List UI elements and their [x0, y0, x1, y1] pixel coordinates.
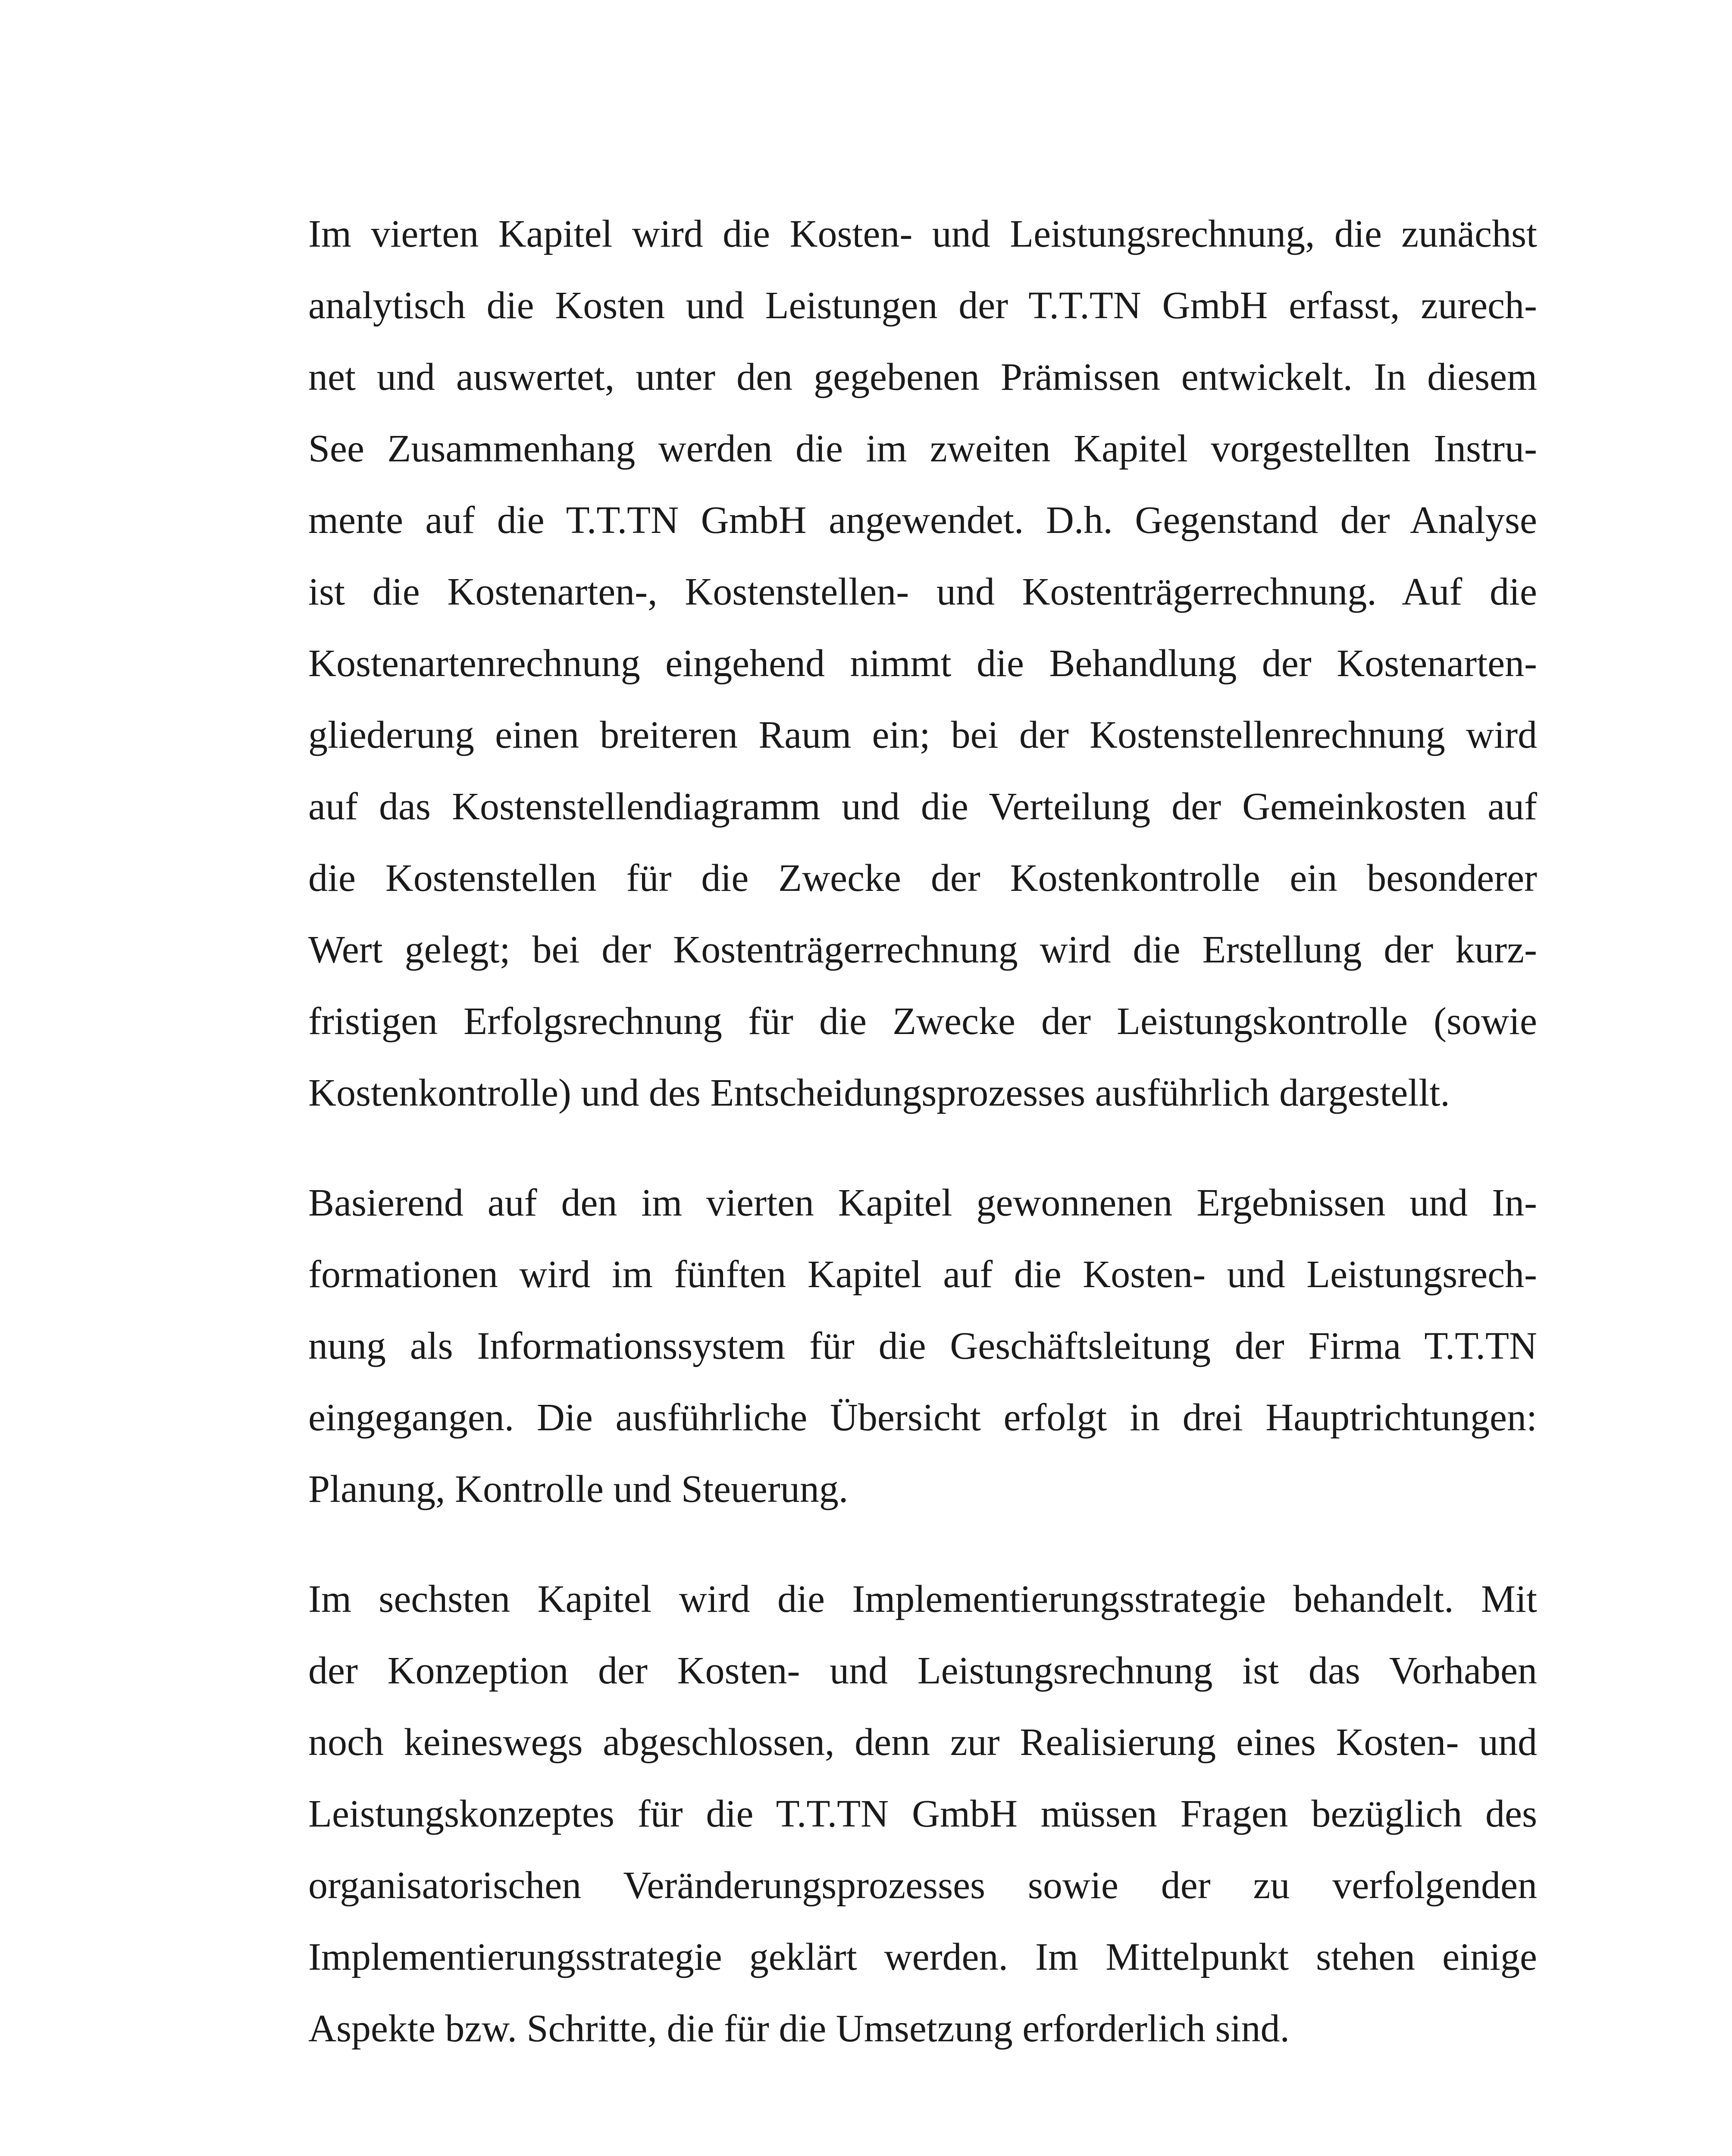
text-line: ist die Kostenarten-, Kostenstellen- und Kostenträgerrechnung. Auf die — [308, 570, 1537, 613]
text-line: der Konzeption der Kosten- und Leistungsrechnung ist das Vorhaben — [308, 1649, 1537, 1692]
text-line: Leistungskonzeptes für die T.T.TN GmbH müssen Fragen bezüglich des — [308, 1792, 1537, 1835]
paragraph-chapter-four — [308, 198, 1537, 1129]
text-line: organisatorischen Veränderungsprozesses sowie der zu verfolgenden — [308, 1864, 1537, 1907]
paragraph-spacer — [308, 1129, 1537, 1167]
text-line: die Kostenstellen für die Zwecke der Kostenkontrolle ein besonderer — [308, 857, 1537, 899]
paragraph-chapter-six — [308, 1564, 1537, 2065]
paragraph-chapter-five — [308, 1167, 1537, 1525]
text-line: Kostenartenrechnung eingehend nimmt die Behandlung der Kostenarten- — [308, 642, 1537, 685]
text-line: Implementierungsstrategie geklärt werden. Im Mittelpunkt stehen einige — [308, 1936, 1537, 1978]
text-line: noch keineswegs abgeschlossen, denn zur Realisierung eines Kosten- und — [308, 1721, 1537, 1764]
text-line: gliederung einen breiteren Raum ein; bei der Kostenstellenrechnung wird — [308, 714, 1537, 756]
paragraph-spacer — [308, 1525, 1537, 1564]
text-line: mente auf die T.T.TN GmbH angewendet. D.h. Gegenstand der Analyse — [308, 499, 1537, 542]
text-line: Im sechsten Kapitel wird die Implementierungsstrategie behandelt. Mit — [308, 1578, 1537, 1620]
text-line: Basierend auf den im vierten Kapitel gewonnenen Ergebnissen und In- — [308, 1181, 1537, 1224]
body-text — [308, 198, 1537, 2065]
text-line: eingegangen. Die ausführliche Übersicht erfolgt in drei Hauptrichtungen: — [308, 1396, 1537, 1439]
text-line: analytisch die Kosten und Leistungen der T.T.TN GmbH erfasst, zurech- — [308, 284, 1537, 327]
text-line: nung als Informationssystem für die Geschäftsleitung der Firma T.T.TN — [308, 1325, 1537, 1367]
text-line: Aspekte bzw. Schritte, die für die Umsetzung erforderlich sind. — [308, 2007, 1290, 2050]
text-line: net und auswertet, unter den gegebenen Prämissen entwickelt. In diesem — [308, 356, 1537, 398]
text-line: formationen wird im fünften Kapitel auf die Kosten- und Leistungsrech- — [308, 1253, 1537, 1296]
text-line: Wert gelegt; bei der Kostenträgerrechnung wird die Erstellung der kurz- — [308, 928, 1537, 971]
text-line: Kostenkontrolle) und des Entscheidungsprozesses ausführlich dargestellt. — [308, 1072, 1450, 1114]
text-line: fristigen Erfolgsrechnung für die Zwecke der Leistungskontrolle (sowie — [308, 1000, 1537, 1043]
text-line: Im vierten Kapitel wird die Kosten- und Leistungsrechnung, die zunächst — [308, 213, 1537, 255]
text-line: auf das Kostenstellendiagramm und die Verteilung der Gemeinkosten auf — [308, 785, 1537, 828]
text-line: Planung, Kontrolle und Steuerung. — [308, 1468, 849, 1510]
text-line: See Zusammenhang werden die im zweiten Kapitel vorgestellten Instru- — [308, 427, 1537, 470]
